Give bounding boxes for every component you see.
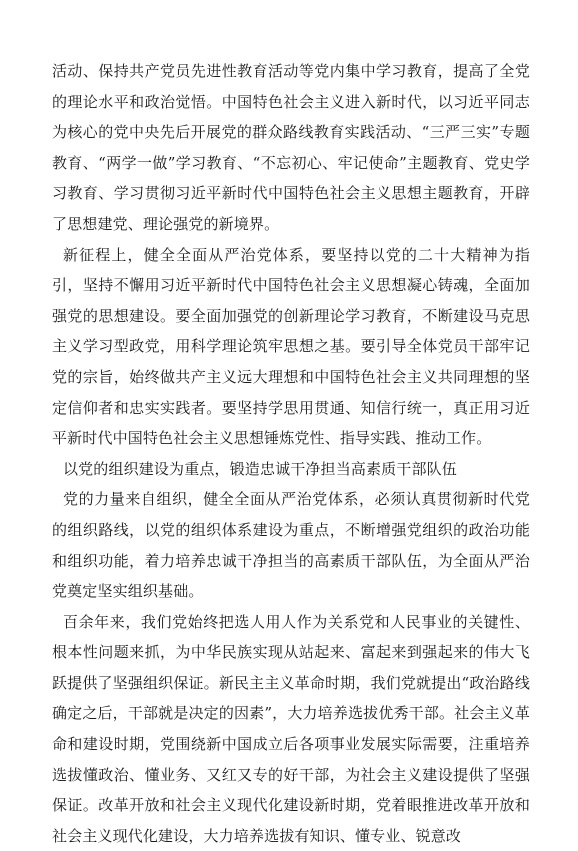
section-heading: 以党的组织建设为重点，锻造忠诚干净担当高素质干部队伍: [63, 459, 457, 478]
document-body: [52, 56, 530, 851]
paragraph-continuation: 活动、保持共产党员先进性教育活动等党内集中学习教育，提高了全党的理论水平和政治觉悟。中国特色社会主义进入新时代，以习近平同志为核心的党中央先后开展党的群众路线教育实践活动、“三严三实”专题教育、“两学一做”学习教育、“不忘初心、牢记使命”主题教育、党史学习教育、学习贯彻习近平新时代中国特色社会主义思想主题教育，开辟了思想建党、理论强党的新境界。: [52, 62, 530, 233]
paragraph-ideological-building: 新征程上，健全全面从严治党体系，要坚持以党的二十大精神为指引，坚持不懈用习近平新时代中国特色社会主义思想凝心铸魂，全面加强党的思想建设。要全面加强党的创新理论学习教育，不断建设马克思主义学习型政党，用科学理论筑牢思想之基。要引导全体党员干部牢记党的宗旨，始终做共产主义远大理想和中国特色社会主义共同理想的坚定信仰者和忠实实践者。要坚持学思用贯通、知信行统一，真正用习近平新时代中国特色社会主义思想锤炼党性、指导实践、推动工作。: [52, 245, 530, 448]
paragraph-organization-strength: 党的力量来自组织，健全全面从严治党体系，必须认真贯彻新时代党的组织路线，以党的组织体系建设为重点，不断增强党组织的政治功能和组织功能，着力培养忠诚干净担当的高素质干部队伍，为全面从严治党奠定坚实组织基础。: [52, 490, 530, 601]
paragraph-cadre-history: 百余年来，我们党始终把选人用人作为关系党和人民事业的关键性、根本性问题来抓，为中华民族实现从站起来、富起来到强起来的伟大飞跃提供了坚强组织保证。新民主主义革命时期，我们党就提出“政治路线确定之后，干部就是决定的因素”，大力培养选拔优秀干部。社会主义革命和建设时期，党围绕新中国成立后各项事业发展实际需要，注重培养选拔懂政治、懂业务、又红又专的好干部，为社会主义建设提供了坚强保证。改革开放和社会主义现代化建设新时期，党着眼推进改革开放和社会主义现代化建设，大力培养选拔有知识、懂专业、锐意改: [52, 612, 530, 845]
